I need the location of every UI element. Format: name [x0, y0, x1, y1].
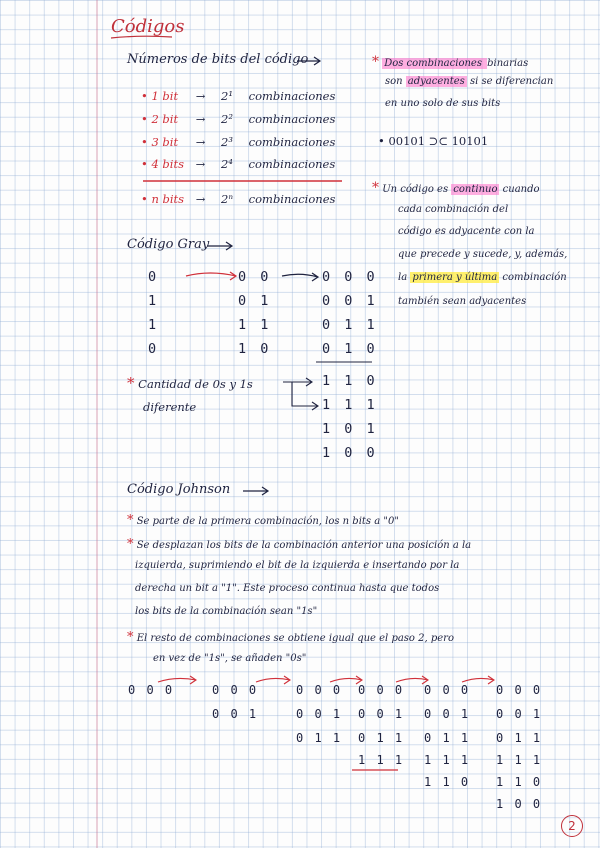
johnson-point-line: en vez de "1s", se añaden "0s": [153, 653, 307, 664]
gray-col2-row: 1 0: [238, 341, 272, 357]
note-continuous-line: código es adyacente con la: [398, 226, 535, 237]
johnson-cell: 0 0 0: [424, 683, 471, 697]
arrow-icon: [207, 242, 232, 250]
gray-col1-row: 0: [148, 269, 160, 285]
gray-col3-row: 1 0 0: [322, 445, 378, 461]
arrow-icon: [282, 273, 318, 281]
johnson-cell: 0 1 1: [424, 731, 471, 745]
johnson-point: * El resto de combinaciones se obtiene igual que el paso 2, pero: [127, 630, 454, 645]
note-adjacent-line: * Dos combinaciones binarias: [372, 54, 529, 70]
johnson-cell: 0 0 1: [424, 707, 471, 721]
page-number: 2: [561, 815, 583, 837]
gray-col2-row: 1 1: [238, 317, 272, 333]
johnson-cell: 0 0 1: [296, 707, 343, 721]
johnson-cell: 1 0 0: [496, 797, 543, 811]
gray-col3-row: 0 1 0: [322, 341, 378, 357]
bits-item: • 3 bit → 2³ combinaciones: [141, 135, 336, 149]
note-adjacent-example: • 00101 ⊃⊂ 10101: [378, 134, 489, 148]
bits-item: • n bits → 2ⁿ combinaciones: [141, 192, 336, 206]
johnson-cell: 0 0 0: [128, 683, 175, 697]
arrow-icon: [256, 676, 290, 684]
johnson-cell: 0 0 0: [212, 683, 259, 697]
johnson-cell: 0 0 1: [358, 707, 405, 721]
note-continuous-line: que precede y sucede, y, además,: [398, 249, 568, 260]
johnson-cell: 0 0 0: [296, 683, 343, 697]
gray-col3-row: 0 1 1: [322, 317, 378, 333]
bits-heading: Números de bits del código: [127, 52, 309, 67]
johnson-heading: Código Johnson: [127, 482, 231, 497]
gray-col3-row: 0 0 1: [322, 293, 378, 309]
arrow-icon: [186, 272, 236, 280]
gray-col1-row: 0: [148, 341, 160, 357]
bits-item: • 2 bit → 2² combinaciones: [141, 112, 336, 126]
johnson-cell: 0 0 1: [212, 707, 259, 721]
gray-note: * Cantidad de 0s y 1s: [127, 374, 253, 392]
note-continuous-line: la primera y última combinación: [398, 272, 567, 283]
johnson-cell: 0 0 0: [358, 683, 405, 697]
johnson-cell: 1 1 0: [496, 775, 543, 789]
bits-item: • 1 bit → 2¹ combinaciones: [141, 89, 336, 103]
johnson-cell: 0 1 1: [296, 731, 343, 745]
note-continuous-line: también sean adyacentes: [398, 296, 527, 307]
johnson-cell: 1 1 0: [424, 775, 471, 789]
gray-heading: Código Gray: [127, 237, 210, 252]
bits-item: • 4 bits → 2⁴ combinaciones: [141, 157, 336, 171]
johnson-cell: 1 1 1: [358, 753, 405, 767]
gray-col2-row: 0 1: [238, 293, 272, 309]
bracket-arrow-icon: [292, 382, 318, 410]
gray-col3-row: 1 0 1: [322, 421, 378, 437]
johnson-point-line: los bits de la combinación sean "1s": [135, 606, 318, 617]
johnson-point: * Se parte de la primera combinación, los n bits a "0": [127, 513, 399, 528]
page-title: Códigos: [111, 16, 185, 37]
johnson-point-line: derecha un bit a "1". Este proceso continua hasta que todos: [135, 583, 440, 594]
johnson-cell: 0 1 1: [496, 731, 543, 745]
johnson-cell: 1 1 1: [496, 753, 543, 767]
arrow-icon: [283, 378, 312, 386]
gray-col1-row: 1: [148, 317, 160, 333]
johnson-point-line: izquierda, suprimiendo el bit de la izquierda e insertando por la: [135, 560, 460, 571]
johnson-point: * Se desplazan los bits de la combinación anterior una posición a la: [127, 537, 472, 552]
gray-col2-row: 0 0: [238, 269, 272, 285]
johnson-cell: 0 0 0: [496, 683, 543, 697]
gray-col1-row: 1: [148, 293, 160, 309]
gray-col3-row: 0 0 0: [322, 269, 378, 285]
gray-col3-row: 1 1 1: [322, 397, 378, 413]
johnson-cell: 0 0 1: [496, 707, 543, 721]
johnson-cell: 0 1 1: [358, 731, 405, 745]
note-adjacent-line: en uno solo de sus bits: [385, 98, 501, 109]
note-continuous-line: cada combinación del: [398, 204, 509, 215]
note-continuous-line: * Un código es continuo cuando: [372, 180, 540, 196]
arrow-icon: [243, 487, 268, 495]
johnson-cell: 1 1 1: [424, 753, 471, 767]
gray-note: diferente: [143, 400, 197, 414]
gray-col3-row: 1 1 0: [322, 373, 378, 389]
note-adjacent-line: son adyacentes si se diferencian: [385, 76, 554, 87]
